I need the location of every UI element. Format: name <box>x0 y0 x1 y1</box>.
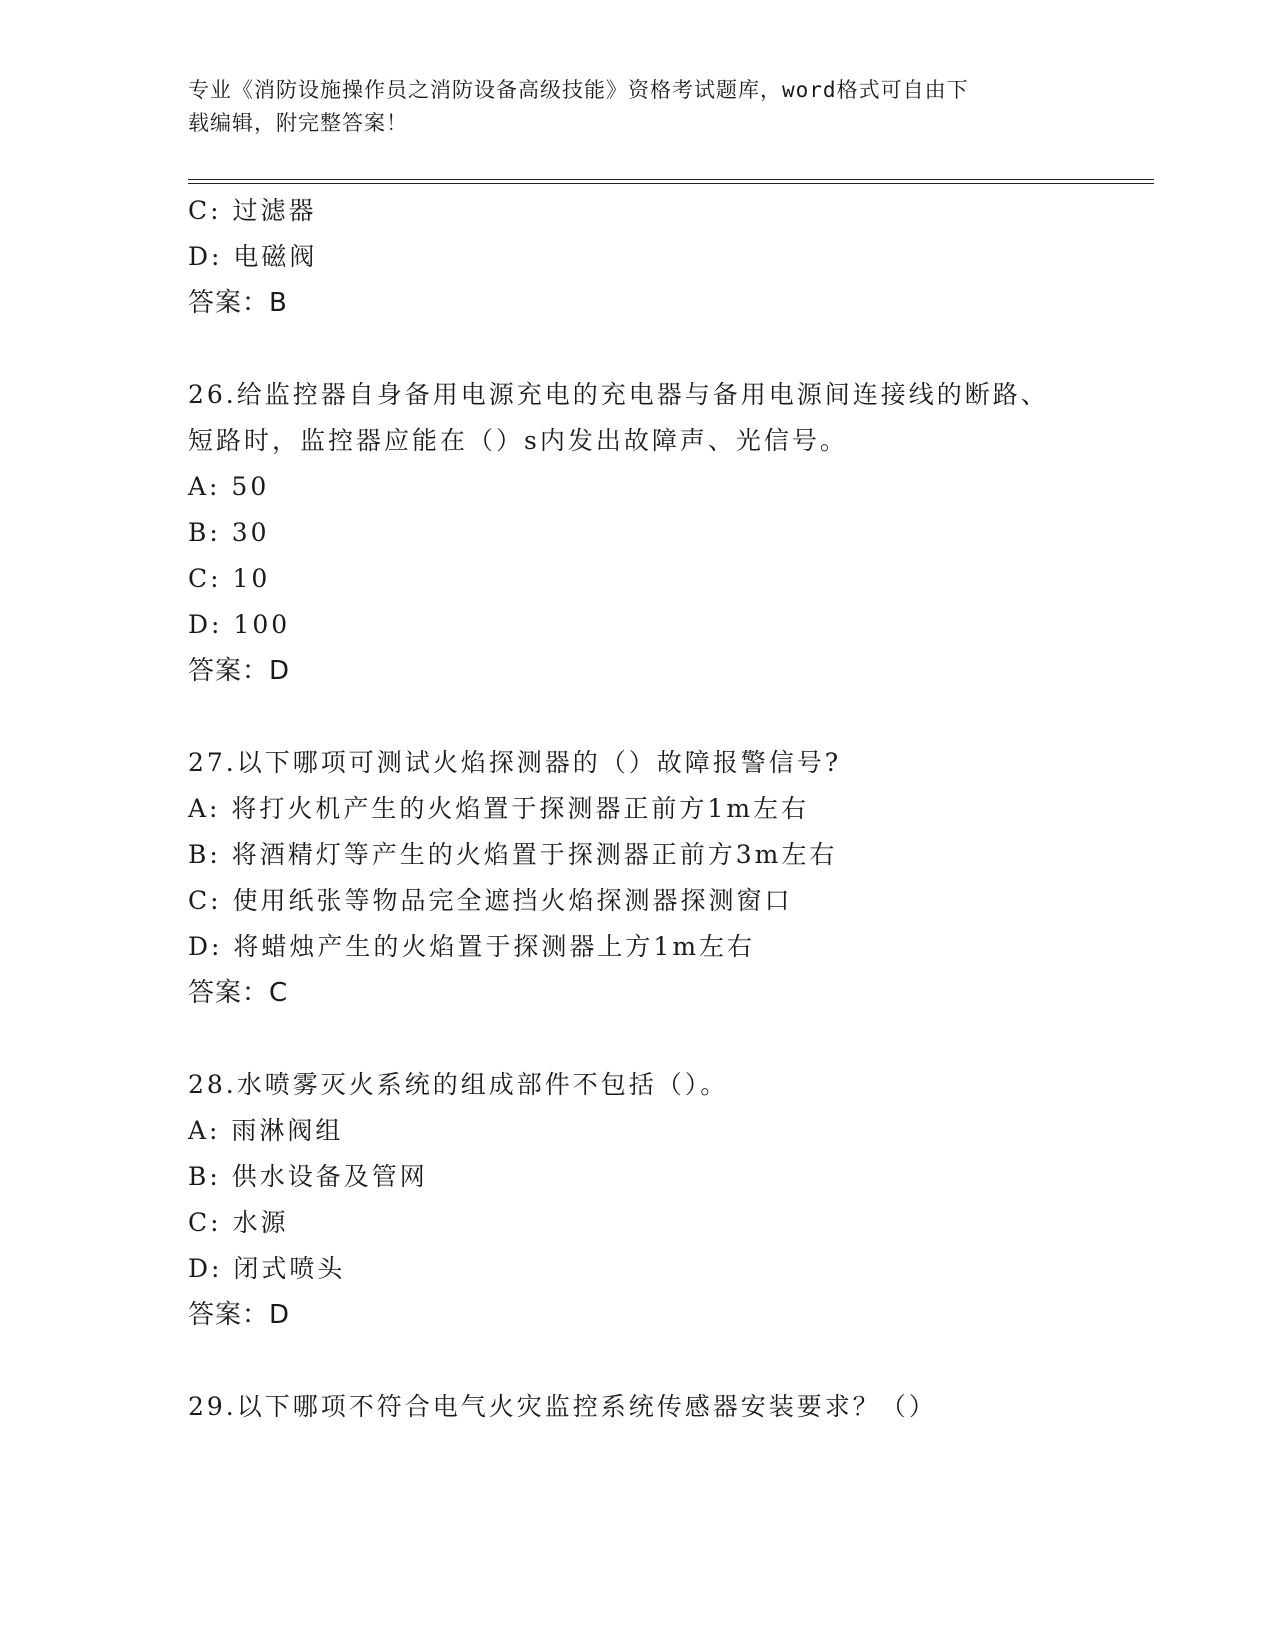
question-28 <box>188 1062 1108 1338</box>
question-26 <box>188 372 1108 694</box>
spacer <box>188 694 1108 740</box>
header-line-1: 专业《消防设施操作员之消防设备高级技能》资格考试题库，word格式可自由下 <box>188 78 969 102</box>
option-d: D: 100 <box>188 610 291 639</box>
option-d: D: 将蜡烛产生的火焰置于探测器上方1m左右 <box>188 932 756 961</box>
question-25-tail <box>188 188 1108 326</box>
header-line-2: 载编辑，附完整答案！ <box>188 111 408 135</box>
answer: 答案：C <box>188 978 289 1008</box>
spacer <box>188 1338 1108 1384</box>
option-c: C: 过滤器 <box>188 196 317 225</box>
option-a: A: 雨淋阀组 <box>188 1116 344 1145</box>
spacer <box>188 1016 1108 1062</box>
option-b: B: 供水设备及管网 <box>188 1162 428 1191</box>
option-c: C: 水源 <box>188 1208 289 1237</box>
option-d: D: 电磁阀 <box>188 242 318 271</box>
question-stem: 26.给监控器自身备用电源充电的充电器与备用电源间连接线的断路、 <box>188 380 1049 409</box>
header-divider-bottom <box>188 183 1154 184</box>
question-29 <box>188 1384 1108 1430</box>
question-content <box>188 188 1108 1430</box>
spacer <box>188 326 1108 372</box>
option-a: A: 将打火机产生的火焰置于探测器正前方1m左右 <box>188 794 810 823</box>
answer: 答案：D <box>188 656 291 686</box>
question-27 <box>188 740 1108 1016</box>
option-a: A: 50 <box>188 472 270 501</box>
answer: 答案：D <box>188 1300 291 1330</box>
option-c: C: 10 <box>188 564 271 593</box>
question-stem: 27.以下哪项可测试火焰探测器的（）故障报警信号? <box>188 748 842 777</box>
header-divider-top <box>188 179 1154 180</box>
option-b: B: 将酒精灯等产生的火焰置于探测器正前方3m左右 <box>188 840 838 869</box>
answer: 答案：B <box>188 288 288 318</box>
option-b: B: 30 <box>188 518 270 547</box>
option-d: D: 闭式喷头 <box>188 1254 346 1283</box>
question-stem: 28.水喷雾灭火系统的组成部件不包括（）。 <box>188 1070 729 1099</box>
option-c: C: 使用纸张等物品完全遮挡火焰探测器探测窗口 <box>188 886 793 915</box>
question-stem: 29.以下哪项不符合电气火灾监控系统传感器安装要求？（） <box>188 1392 937 1421</box>
question-stem-continued: 短路时，监控器应能在（）s内发出故障声、光信号。 <box>188 426 848 455</box>
document-header <box>188 74 1088 140</box>
